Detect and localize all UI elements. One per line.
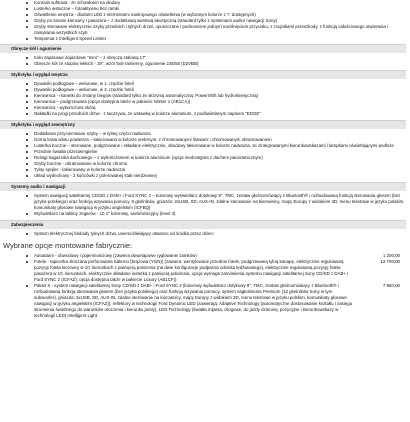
list-item: Koło zapasowe dojazdowe "mini" – z obręczą stalową 17" [0,55,406,61]
section-security [0,220,406,238]
top-equipment-list [0,0,406,42]
section-exterior-styling [0,120,406,180]
section-header: Stylistyka i wygląd wnętrza [0,70,406,79]
list-item: Układ wydechowy - 2 końcówki z polerowanej stali nierdzewnej [0,173,406,179]
list-item: Konsola sufitowa - ze schowkiem na okulary [0,0,406,6]
list-item: Nakładki na progi przednich drzwi - z tworzywa, ze wstawką w kolorze aluminium, z podświetlanym napisem "EDGE" [0,111,406,117]
section-interior-styling [0,70,406,118]
option-price: 13 700,00 [380,259,400,264]
section-list [0,55,406,68]
section-list [0,131,406,180]
list-item: Szyby po stronie kierowcy i pasażera – z dodatkową warstwą akustyczną (standard tylko z systemami audio/ nawigacji Sony) [0,18,406,24]
section-header: Obręcze kół i ogumienie [0,44,406,53]
section-list [0,231,406,238]
list-item: Wyświetlacz na tablicy zegarów - 10.1" kolorowy, wielofunkcyjny (level 3) [0,211,406,217]
section-header: Zabezpieczenia [0,220,406,229]
list-item: Obręcze kół ze stopów lekkich - 19", wzór 5x5-ramienny, ogumienie 235/55 (D2VBB) [0,61,406,67]
options-title: Wybrane opcje montowane fabrycznie: [3,241,133,250]
list-item: Szyby boczne - obramowanie w kolorze chromu [0,161,406,167]
option-description: Fotele - tapicerka skórzana perforowana Salerno (brązowa (YGN)) (zawiera: wentylowane przednie fotele, podgrzewaną tylną kanapę, elektrycznie regulowaną pozycję fotela kierowcy w 10. kierunkach z pamięcią położenia (na dwie konfiguracje podparcia odcinka lędźwiowego), elektrycznie regulowaną pozycję fotela pasażera w 10. kierunkach, elektrycznie składane lusterka z pamięcią położenia, opcja wymaga zamówienia systemu nawigacji satelitarnej Sony CD/SD z DAB+ i Ford SYNC 2 (ICFAZ); opcja dostępna także w pakiecie Luxury (AB1CF)) [34,259,349,282]
option-price: 7 650,00 [382,283,400,288]
list-item: Górna krata wlotu powietrza – lakierowana w kolorze srebrnym, z chromowanymi listwami i chromowanym obramowaniem [0,137,406,143]
list-item: Dywaniki podłogowe – welurowe, w 2. rzędzie foteli [0,87,406,93]
section-header: Systemy audio i nawigacji [0,182,406,191]
section-wheels [0,44,406,68]
list-item: Dodatkowo przyciemniane szyby – w tylnej części nadwozia [0,131,406,137]
list-item: Tylny spojler - lakierowany w kolorze nadwozia [0,167,406,173]
list-item: System nawigacji satelitarnej CD/SD z DAB+ i Ford SYNC 2 – kolorowy wyświetlacz dotykowy 8", TMC, zestaw głośnomówiący z Bluetooth® i rozbudowaną funkcją sterowania głosem (bez języka polskiego) oraz funkcją wzywania pomocy, 9 głośników, gniazdo: 2xUSB, SD, AUX-IN, zdalne sterowanie na kierownicy, mapy Europy z widokiem 3D, menu tekstowe w języku polskim, komunikaty głosowe nawigacji w języku angielskim (ICFBQ) [0,193,406,211]
list-item: Kierownica - wykończona skórą [0,105,406,111]
options-list [0,253,406,319]
list-item: Lusterka boczne – sterowane, podgrzewane i składane elektrycznie, obudowy lakierowane w kolorze nadwozia, ze zintegrowanymi kierunkowskazami i lampkami oświetlającymi podłoże [0,143,406,149]
option-item [0,259,406,283]
option-description: Autoalarm - obwodowy i pojemnościowy (zawiera dwuetapowe ryglowanie zamków) [34,253,197,258]
option-item [0,283,406,319]
list-item: Kierownica – podgrzewana (opcja dostępna także w pakiecie Winter 1 (AB1CA)) [0,99,406,105]
list-item: Lusterko wsteczne – fotoaktywne bez ramki [0,6,406,12]
list-item: Dywaniki podłogowe – welurowe, w 1. rzędzie foteli [0,81,406,87]
section-list [0,193,406,218]
list-item: Kierownica - manetki do zmiany biegów (standard tylko ze skrzynią automatyczną: PowerShift lub hydrokinetyczną) [0,93,406,99]
list-item: Tempomat z Intelligent Speed Limiter [0,36,406,42]
list-item: Oświetlenie wnętrza - diodami LED z elementami nastrojowego oświetlenia (w wybranym kolorze z 7. dostępnych) [0,12,406,18]
list-item: Przednie światła przeciwmgielne [0,149,406,155]
option-price: 1 200,00 [382,253,400,258]
list-item: Relingi bagażnika dachowego – z wykończeniem w kolorze aluminium (opcja niedostępna z dachem panoramicznym) [0,155,406,161]
section-header: Stylistyka i wygląd zewnętrzny [0,120,406,129]
option-description: Pakiet X - system nawigacji satelitarnej Sony CD/SD z DAB+ i Ford SYNC 2 (kolorowy wyświetlacz dotykowy 8", TMC, zestaw głośnomówiący z Bluetooth® i rozbudowaną funkcją sterowania głosem (bez języka polskiego) oraz funkcją wzywania pomocy, system nagłośnienia Premium (12 głośników Sony w tym subwoofer), gniazda: 2xUSB, SD, AUX-IN, zdalne sterowanie na kierownicy, mapy Europy z widokiem 3D, menu tekstowe w języku polskim, komunikaty głosowe nawigacji w języku angielskim (ICFAZ)); reflektory w technologii Ford Dynamic LED (zawierają: Adaptive Technology (automatyczne dostosowanie kształtu i zasięgu strumienia świetlnego do warunków otoczenia i kierunku jazdy), LED Technology (światła mijania, drogowe, do jazdy dziennej, pozycyjne i kierunkowskazy w technologii LED) Intelligent Light [34,283,353,318]
section-audio-navigation [0,182,406,218]
list-item: Szyby sterowane elektrycznie szyby przednich i tylnych drzwi, opuszczane i podnoszone jednym naciśnięciem przycisku, z czujnikami przeszkody, z funkcją całościowego otwierania i zamykania wszystkich szyb [0,24,406,36]
section-list [0,81,406,118]
list-item: System elektrycznej blokady tylnych drzwi, uniemożliwiający otwarcie od środka przez dzieci [0,231,406,237]
